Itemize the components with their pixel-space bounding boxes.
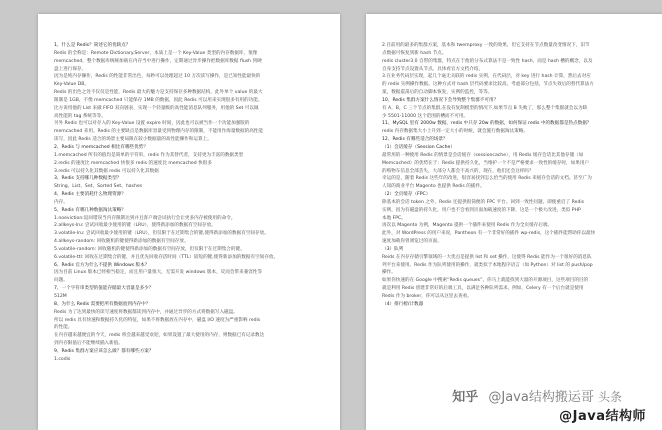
text-line: 比方说用他的 List 来做 FIFO 双向链表，实现一个轻量级的高性能消息队列服务，用他的 Set 可以做 [54, 105, 259, 111]
text-line: 此外，对 WordPress 的用户来说，Pantheon 有一个非常好的插件 wp-redis，这个插件能帮助你以最快 [382, 231, 596, 237]
text-line: Redis 为了达到最快的读写速度将数据都读到内存中，并通过异步的方式将数据写入磁盘。 [54, 309, 238, 315]
text-line: 3.在业务代码层实现，起几个毫无关联的 redis 实例，在代码层，对 key 进行 hash 计算，然后去对应 [382, 74, 591, 80]
text-line: （4）排行榜/计数器 [382, 301, 424, 307]
text-line: 5、Redis 有哪几种数据淘汰策略？ [54, 207, 126, 213]
text-line: 的购物车信息全部丢失，大部分人都会不高兴的，现在，他们还会这样吗？ [382, 168, 534, 174]
text-line: 1.memcached 所有的值均是简单的字符串，redis 作为其替代者，支持更为丰富的数据类型 [54, 152, 244, 158]
text-line: 12、Redis 有哪些适合的场景？ [382, 137, 448, 143]
text-line: 再次以 Magento 为例，Magento 提供一个插件来使用 Redis 作为全页缓存后端。 [382, 223, 553, 229]
text-line: 点数据可恢复到新 hash 节点。 [382, 50, 447, 56]
text-line: Memcached）的优势在于：Redis 提供持久化，当维护一个不是严格要求一致性的缓存时，如果用户 [382, 160, 590, 166]
text-line: Key-Value DB。 [54, 82, 89, 88]
text-line: （1）会话缓存（Session Cache） [382, 144, 455, 150]
text-line: 自身支持节点设置从节点。具体看官方文档介绍。 [382, 66, 484, 72]
text-line: 的 redis 实例操作数据。这种方式对 hash 层代码要求比较高，考虑部分包括，节点失效后的替代算法方 [382, 82, 594, 88]
text-line: 3.redis 可以持久化其数据 redis 可以持久化其数据 [54, 168, 159, 174]
text-line: 4、Redis 主要消耗什么物理资源？ [54, 192, 126, 198]
text-line: 512M [54, 294, 67, 299]
text-line: 内存。 [54, 199, 68, 205]
zhihu-logo: 知乎 [452, 390, 479, 405]
text-line: 限制是 1GB，不像 memcached 只能保存 1MB 的数据，因此 Redis 可以用来实现很多有用的功能。 [54, 97, 263, 103]
watermark-author: @Java结构搬运哥 [488, 390, 594, 405]
text-line: 所以 redis 具有快速和数据持久化的特征，如果不将数据放在内存中，磁盘 I/O 速度为严重影响 redis [54, 317, 261, 323]
text-line: 6.volatile-ttl: 回收在过期集合的键，并且优先回收存活时间（TTL）较短的键,使得新添加的数据有空间存放。 [54, 254, 279, 260]
text-line: 11、MySQL 里有 2000w 数据，redis 中只存 20w 的数据，如何保证 redis 中的数据都是热点数据？ [382, 121, 592, 127]
text-line: String、List、Set、Sorted Set、hashes [54, 184, 143, 190]
right-page-text [366, 14, 662, 309]
text-line: 2.redis 的速度比 memcached 快很多 redis 的速度比 memcached 快很多 [54, 160, 212, 166]
document-page-right [366, 14, 662, 430]
text-line: 问题。 [54, 278, 68, 284]
text-line: 的性能。 [54, 325, 73, 331]
text-line: 人知的商业平台 Magento 也提供 Redis 的插件。 [382, 184, 485, 190]
text-line: 另外 Redis 也可以对存入的 Key-Value 设置 expire 时间，因此也可以被当作一个功能加强版的 [54, 121, 250, 127]
text-line: memcached，整个数据库统统加载在内存当中进行操作，定期通过异步操作把数据库数据 flush 到硬 [54, 58, 262, 64]
text-line: 7、一个字符串类型的值能存储最大容量是多少？ [54, 286, 154, 292]
text-line: 有 A，B，C 三个节点的集群,在没有复制模型的情况下,如果节点 B 失败了，那么整个集群就会以为缺 [382, 105, 588, 111]
text-line: 3、Redis 支持哪几种数据类型？ [54, 176, 122, 182]
text-line: 9、Redis 集群方案应该怎么做？都有哪些方案？ [54, 348, 154, 354]
text-line: 最常用的一种使用 Redis 的情景是会话缓存（sessioncache），用 Redis 缓存会话比其他存储（如 [382, 152, 584, 158]
text-line: 4.allkeys-random: 回收随机的键使得新添加的数据有空间存放。 [54, 239, 189, 245]
text-line: 操作。 [382, 270, 396, 276]
text-line: 5.volatile-random: 回收随机的键使得新添加的数据有空间存放，但仅限于在过期集合的键。 [54, 246, 245, 252]
watermark-sub: 头条 [597, 390, 622, 404]
text-line: （3）队列 [382, 246, 404, 252]
text-line: 2、Redis 与 memcached 相比有哪些优势？ [54, 144, 148, 150]
text-line: redis cluster3.0 自带的集群，特点在于他的分布式算法不是一致性 hash，而是 hash 槽的概念，以及 [382, 58, 593, 64]
watermark-overlay-text: @Java结构师 [559, 409, 646, 424]
text-line: 幸运的是，随着 Redis 这些年的改进，很容易找到怎么恰当的使用 Redis 来缓存会话的文档。甚至广为 [382, 176, 592, 182]
text-line: 实例，因为有磁盘的持久化，用户也不会看到页面加载速度的下降，这是一个极大改进，类似 PHP [382, 207, 581, 213]
text-line: 案，数据震荡后的自动脚本恢复，实例的监控，等等。 [382, 90, 493, 96]
text-line: 10、Redis 集群方案什么情况下会导致整个集群不可用？ [382, 97, 499, 103]
text-line: 少 5501-11000 这个范围的槽而不可用。 [382, 113, 469, 119]
text-line: 因为是纯内存操作，Redis 的性能非常出色，每秒可以处理超过 10 万次读写操作，是已知性能最快的 [54, 74, 261, 80]
text-line: Redis 的全称是：Remote Dictionary.Server，本质上是一个 Key-Value 类型的内存数据库，很像 [54, 50, 258, 56]
text-line: 在内存越来越便宜的今天，redis 将会越来越受欢迎，如果设置了最大使用的内存，则数据已有记录数达 [54, 333, 265, 339]
zhihu-watermark [452, 386, 622, 405]
text-line: 因为目前 Linux 版本已经相当稳定，而且用户量很大，无需开发 windows 版本，反而会带来兼容性等 [54, 270, 263, 276]
left-page-text [38, 14, 340, 364]
text-line: 如果你快速的在 Google 中搜索“Redis queues”，你马上就能找到大量的开源项目，这些项目的目的 [382, 278, 589, 284]
text-line: 3.volatile-lru: 尝试回收最少使用的键（LRU），但仅限于在过期集合的键,使得新添加的数据有空间存放。 [54, 231, 269, 237]
text-line: 1、什么是 Redis？简述它的优缺点？ [54, 43, 131, 48]
text-line: 6、Redis 官方为什么不提供 Windows 版本？ [54, 262, 150, 268]
text-line: 2.allkeys-lru: 尝试回收最少使用的键（LRU），使得新添加的数据有空间存放。 [54, 223, 216, 229]
text-line: （2）全页缓存（FPC） [382, 192, 431, 198]
text-line: 列平台来使用。Redis 作为队列使用的操作，就类似于本地程序语言（如 Python）对 list 的 push/pop [382, 262, 593, 268]
text-line: 速度加载你曾浏览过的页面。 [382, 239, 442, 245]
text-line: 到内存限值后不能继续插入新值。 [54, 341, 123, 347]
text-line: 高性能的 tag 系统等等。 [54, 113, 106, 119]
text-line: Redis 作为 broker，你可以从这里去查看。 [382, 294, 472, 299]
text-line: 本地 FPC。 [382, 215, 406, 221]
text-line: 1.codis [54, 356, 71, 362]
text-line: 就是利用 Redis 创建非常好的后端工具，以满足各种队列需求。例如，Celery 有一个后台就是使用 [382, 286, 584, 292]
text-line: 1.noeviction:返回错误当内存限制达到并且客户端尝试执行会让更多内存被使用的命令。 [54, 215, 236, 221]
text-line: 读写，因此 Redis 适合的场景主要局限在较小数据量的高性能操作和运算上。 [54, 137, 212, 143]
text-line: Redis 的出色之处不仅仅是性能，Redis 最大的魅力是支持保存多种数据结构，此外单个 value 的最大 [54, 90, 263, 96]
document-page-left [38, 14, 340, 430]
text-line: redis 内存数据集大小上升到一定大小的时候，就会施行数据淘汰策略。 [382, 129, 528, 135]
text-line: memcached 来用。Redis 的主要缺点是数据库容量受到物理内存的限制，不能用作海量数据的高性能 [54, 129, 263, 135]
text-line: 除基本的会话 token 之外，Redis 还提供很简便的 FPC 平台。回到一致性问题，即使重启了 Redis [382, 199, 585, 205]
text-line: 盘上进行保存。 [54, 66, 87, 72]
text-line: 8、为什么 Redis 需要把所有数据放到内存中？ [54, 301, 151, 307]
text-line: 2.目前用的最多的集群方案，基本和 twemproxy 一致的效果，但它支持在节点数量改变情况下，旧节 [382, 43, 590, 48]
text-line: Reids 在内存存储引擎领域的一大优点是提供 list 和 set 操作，这使得 Redis 能作为一个很好的消息队 [382, 254, 592, 260]
